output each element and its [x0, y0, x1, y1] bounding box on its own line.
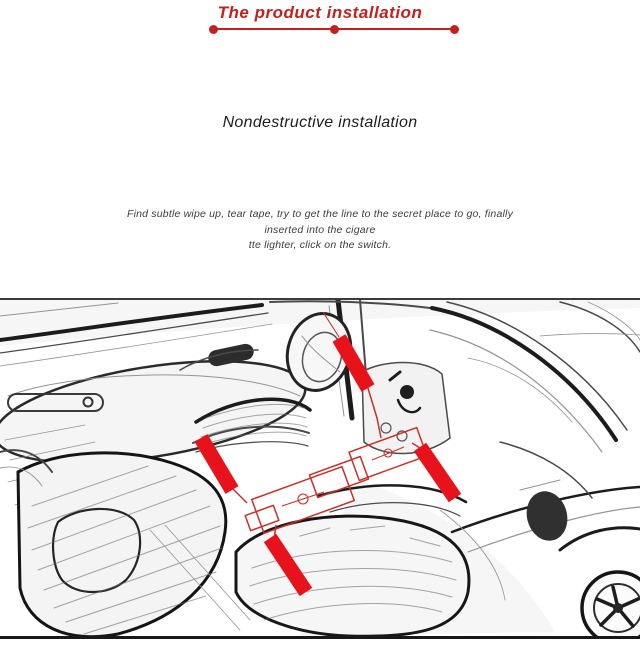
- center-console: [362, 363, 450, 454]
- subtitle: Nondestructive installation: [222, 114, 418, 131]
- description-line-1: Find subtle wipe up, tear tape, try to get the line to the secret place to go, finally: [126, 208, 514, 220]
- divider-dot-right: [450, 25, 459, 34]
- divider-dot-center: [330, 25, 339, 34]
- car-sketch: [0, 300, 640, 636]
- door-handle-cup: [521, 487, 573, 546]
- rear-wheel: [560, 528, 640, 636]
- left-seat: [0, 450, 226, 636]
- description-line-2: inserted into the cigare: [264, 223, 376, 236]
- car-interior-illustration: [0, 298, 640, 639]
- divider-dot-left: [209, 25, 218, 34]
- description: [0, 207, 640, 254]
- description-line-3: tte lighter, click on the switch.: [248, 239, 392, 251]
- dashboard: [430, 302, 640, 452]
- title-divider: [213, 28, 455, 30]
- page-title: The product installation: [217, 3, 423, 22]
- right-door: [452, 442, 640, 552]
- gear-knob: [400, 385, 414, 399]
